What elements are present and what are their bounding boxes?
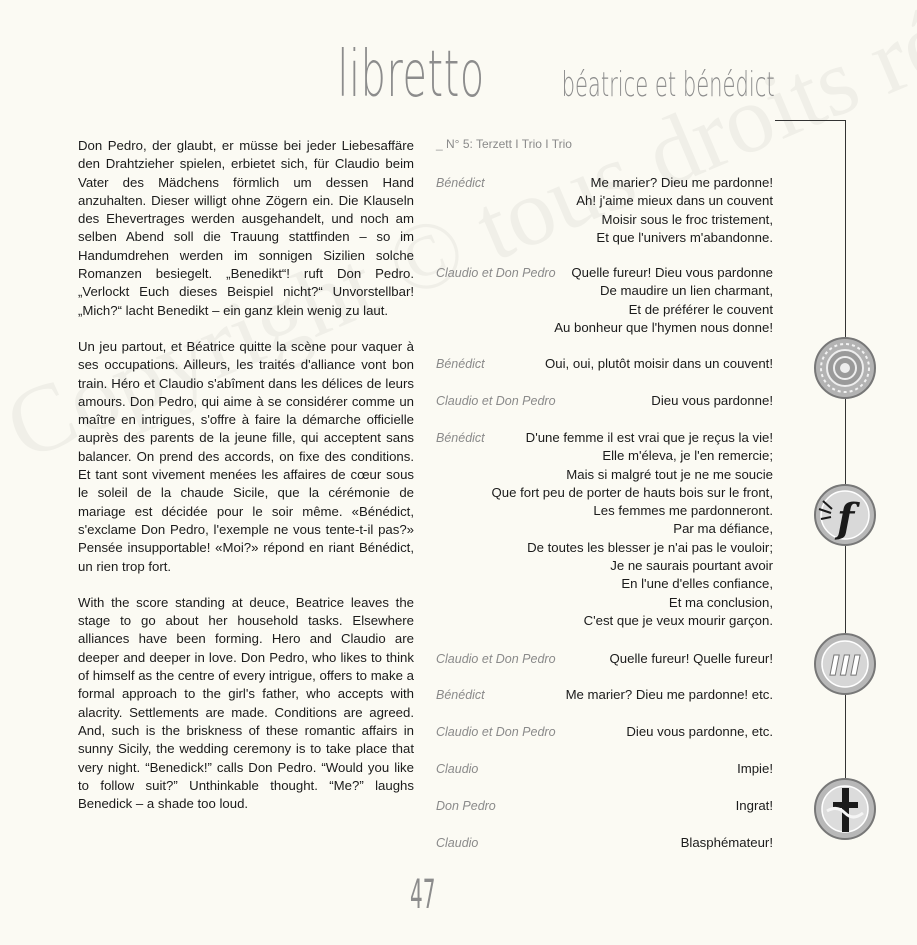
summary-french: Un jeu partout, et Béatrice quitte la scène pour vaquer à ses occupations. Ailleurs, les traités d'alliance vont bon train. Héro et Claudio s'abîment dans les délices de leurs amours. Don Pedro, qui aime à se considérer comme un maître en intrigues, s'offre à faire la démarche officielle auprès des parents de la jeune fille, qui acceptent sans balancer. On prend des accords, on fixe des conditions. Et tant sont vivement menées les affaires de cœur sous le soleil de la chaude Sicile, que la cérémonie de mariage est décidée pour le soir même. «Bénédict, s'exclame Don Pedro, l'exemple ne vous tente-t-il pas?» Pensée insupportable! «Moi?» répond en riant Bénédict, un rien trop fort. (78, 338, 414, 574)
summary-english: With the score standing at deuce, Beatrice leaves the stage to go about her household tasks. Elsewhere alliances have been forming. Hero and Claudio are deeper and deeper in love. Don Pedro, who likes to think of himself as the centre of every intrigue, offers to make a formal approach to the girl's father, who accepts with alacrity. Settlements are made. Conditions are agreed. And, such is the briskness of these romantic affairs in sunny Sicily, the wedding ceremony is to take place that very night. “Benedick!” calls Don Pedro. “Would you like to follow suit?” Unthinkable thought. “Me?” laughs Benedick – a shade too loud. (78, 594, 414, 812)
libretto-block (436, 686, 773, 704)
role-name: Bénédict (436, 176, 485, 190)
header-subtitle: béatrice et bénédict (561, 65, 775, 105)
lyric-line: Quelle fureur! Quelle fureur! (609, 651, 773, 666)
page-header (247, 38, 775, 112)
libretto-block (436, 797, 773, 815)
lyric-line: Que fort peu de porter de hauts bois sur le front, (491, 484, 773, 500)
lyric-line: Je ne saurais pourtant avoir (610, 558, 773, 574)
role-name: Don Pedro (436, 799, 496, 813)
roman-three-icon (813, 632, 877, 696)
role-name: Claudio et Don Pedro (436, 266, 556, 280)
lyric-line: Ingrat! (735, 798, 773, 813)
libretto-block (436, 650, 773, 668)
piece-dash: _ (436, 137, 447, 151)
lyric-line: Dieu vous pardonne! (651, 393, 773, 408)
lyric-line: Par ma défiance, (673, 521, 773, 537)
forte-glyph: f (837, 495, 855, 542)
frame-line-top (775, 120, 846, 121)
lyric-line: C'est que je veux mourir garçon. (583, 612, 773, 628)
summary-german: Don Pedro, der glaubt, er müsse bei jeder Liebesaffäre den Drahtzieher spielen, erbietet sich, für Claudio beim Vater des Mädchens förmlich um dessen Hand anzuhalten. Dieser willigt ohne Zögern ein. Die Klauseln des Ehevertrages werden ausgehandelt, und noch am selben Abend soll die Trauung stattfinden – so im Handumdrehen werden im sonnigen Sizilien solche Romanzen besiegelt. „Benedikt“! ruft Don Pedro. „Verlockt Euch dieses Beispiel nicht?“ Unvorstellbar! „Mich?“ lacht Benedikt – ein ganz klein wenig zu laut. (78, 138, 414, 318)
libretto-block (436, 264, 773, 337)
lyric-line: Impie! (737, 761, 773, 776)
lyric-line: Mais si malgré tout je ne me soucie (566, 466, 773, 482)
role-name: Claudio (436, 762, 479, 776)
piece-heading (436, 137, 572, 151)
role-name: Claudio (436, 836, 479, 850)
lyric-line: Moisir sous le froc tristement, (601, 211, 773, 227)
libretto-block (436, 760, 773, 778)
lyric-line: D'une femme il est vrai que je reçus la vie! (525, 430, 773, 445)
lyric-line: Oui, oui, plutôt moisir dans un couvent! (545, 356, 773, 371)
lyric-line: De maudire un lien charmant, (600, 283, 773, 299)
libretto-block (436, 429, 773, 630)
role-name: Claudio et Don Pedro (436, 725, 556, 739)
lyric-line: Quelle fureur! Dieu vous pardonne (571, 265, 773, 280)
piece-label: N° 5: Terzett I Trio I Trio (446, 137, 572, 151)
frame-line-right (845, 120, 846, 820)
lyric-line: Me marier? Dieu me pardonne! etc. (565, 687, 773, 702)
lyric-line: Elle m'éleva, je l'en remercie; (602, 448, 773, 464)
target-icon (813, 336, 877, 400)
lyric-line: Dieu vous pardonne, etc. (626, 724, 773, 739)
libretto-block (436, 723, 773, 741)
header-title: libretto (337, 38, 485, 112)
libretto-block (436, 834, 773, 852)
lyric-line: En l'une d'elles confiance, (621, 576, 773, 592)
roman-three-glyph: III (829, 649, 861, 682)
role-name: Claudio et Don Pedro (436, 652, 556, 666)
lyric-line: Et que l'univers m'abandonne. (596, 229, 773, 245)
lyric-line: Les femmes me pardonneront. (593, 503, 773, 519)
lyric-line: Me marier? Dieu me pardonne! (590, 175, 773, 190)
page-number: 47 (410, 872, 436, 918)
summary-column (78, 137, 414, 831)
role-name: Bénédict (436, 431, 485, 445)
cross-icon (813, 777, 877, 841)
lyric-line: Blasphémateur! (680, 835, 773, 850)
forte-icon (813, 483, 877, 547)
role-name: Claudio et Don Pedro (436, 394, 556, 408)
role-name: Bénédict (436, 357, 485, 371)
lyric-line: Au bonheur que l'hymen nous donne! (554, 319, 773, 335)
lyric-line: Ah! j'aime mieux dans un couvent (576, 193, 773, 209)
libretto-block (436, 355, 773, 373)
lyric-line: Et ma conclusion, (668, 594, 773, 610)
libretto-block (436, 174, 773, 247)
lyric-line: Et de préférer le couvent (628, 301, 773, 317)
libretto-block (436, 392, 773, 410)
role-name: Bénédict (436, 688, 485, 702)
lyric-line: De toutes les blesser je n'ai pas le vouloir; (527, 539, 773, 555)
